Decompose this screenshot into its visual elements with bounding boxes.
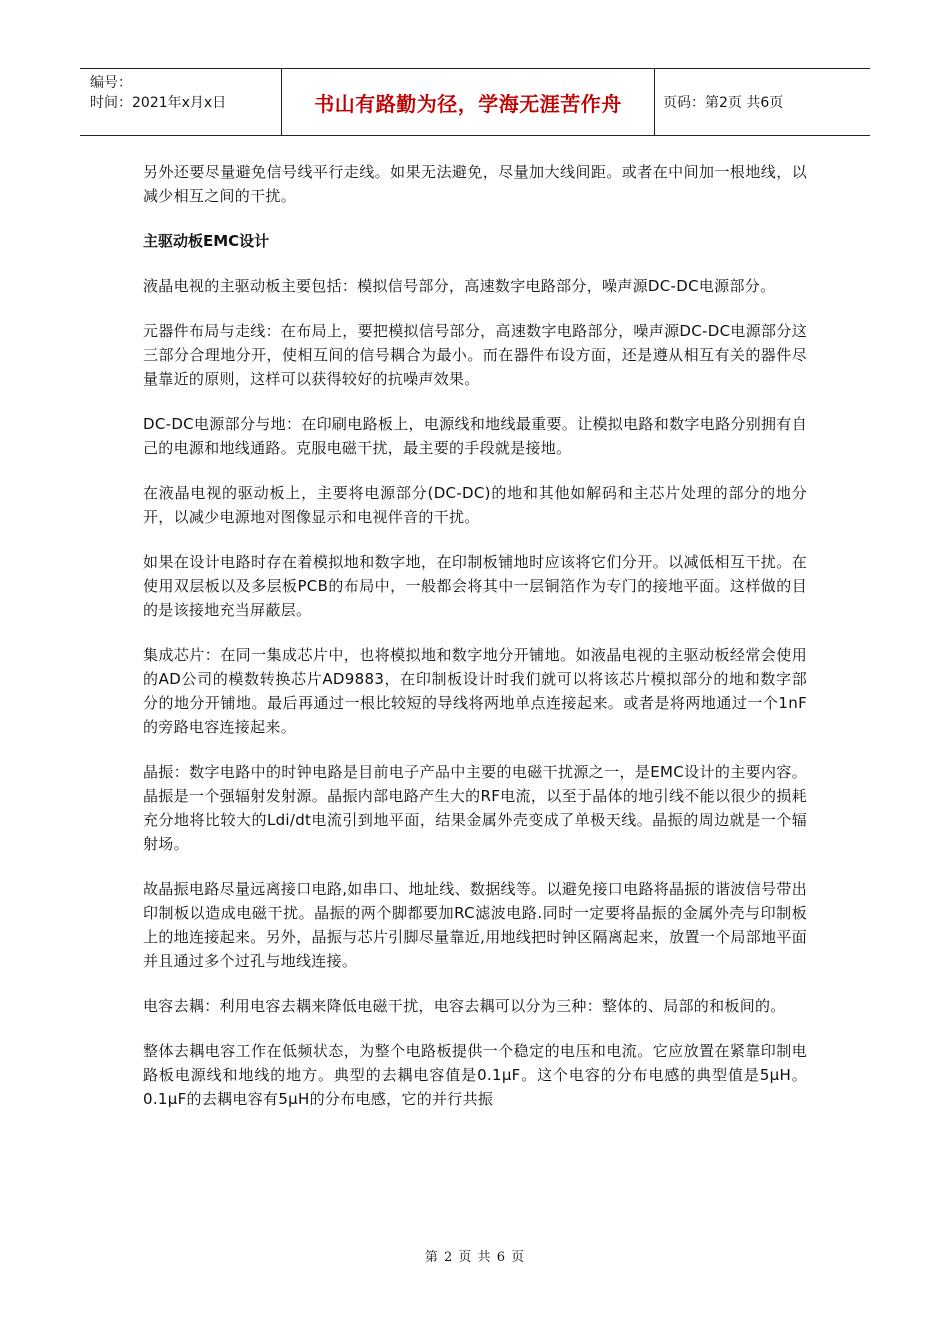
paragraph: 电容去耦：利用电容去耦来降低电磁干扰，电容去耦可以分为三种：整体的、局部的和板间的。	[143, 997, 786, 1015]
page-header	[80, 68, 870, 136]
paragraph: DC-DC电源部分与地：在印刷电路板上，电源线和地线最重要。让模拟电路和数字电路分别拥有自己的电源和地线通路。克服电磁干扰，最主要的手段就是接地。	[143, 415, 807, 457]
page-footer: 第 2 页 共 6 页	[424, 1250, 526, 1265]
document-time-label: 时间：2021年x月x日	[90, 95, 227, 111]
paragraph: 另外还要尽量避免信号线平行走线。如果无法避免，尽量加大线间距。或者在中间加一根地线，以减少相互之间的干扰。	[143, 163, 807, 205]
document-body	[143, 160, 807, 1132]
section-heading: 主驱动板EMC设计	[143, 232, 270, 250]
paragraph: 如果在设计电路时存在着模拟地和数字地，在印制板铺地时应该将它们分开。以减低相互干扰。在使用双层板以及多层板PCB的布局中，一般都会将其中一层铜箔作为专门的接地平面。这样做的目的是该接地充当屏蔽层。	[143, 553, 807, 619]
paragraph: 整体去耦电容工作在低频状态，为整个电路板提供一个稳定的电压和电流。它应放置在紧靠印制电路板电源线和地线的地方。典型的去耦电容值是0.1μF。这个电容的分布电感的典型值是5μH。0.1μF的去耦电容有5μH的分布电感，它的并行共振	[143, 1042, 807, 1108]
paragraph: 元器件布局与走线：在布局上，要把模拟信号部分，高速数字电路部分，噪声源DC-DC电源部分这三部分合理地分开，使相互间的信号耦合为最小。而在器件布设方面，还是遵从相互有关的器件尽量靠近的原则，这样可以获得较好的抗噪声效果。	[143, 322, 807, 388]
header-page-info: 页码：第2页 共6页	[663, 95, 784, 111]
paragraph: 集成芯片：在同一集成芯片中，也将模拟地和数字地分开铺地。如液晶电视的主驱动板经常会使用的AD公司的模数转换芯片AD9883，在印制板设计时我们就可以将该芯片模拟部分的地和数字部分的地分开铺地。最后再通过一根比较短的导线将两地单点连接起来。或者是将两地通过一个1nF的旁路电容连接起来。	[143, 646, 807, 736]
paragraph: 晶振：数字电路中的时钟电路是目前电子产品中主要的电磁干扰源之一，是EMC设计的主要内容。晶振是一个强辐射发射源。晶振内部电路产生大的RF电流，以至于晶体的地引线不能以很少的损耗充分地将比较大的Ldi/dt电流引到地平面，结果金属外壳变成了单极天线。晶振的周边就是一个辐射场。	[143, 763, 807, 853]
header-meta	[80, 69, 282, 135]
paragraph: 在液晶电视的驱动板上，主要将电源部分(DC-DC)的地和其他如解码和主芯片处理的部分的地分开，以减少电源地对图像显示和电视伴音的干扰。	[143, 484, 807, 526]
header-motto: 书山有路勤为径，学海无涯苦作舟	[282, 69, 655, 135]
paragraph: 故晶振电路尽量远离接口电路,如串口、地址线、数据线等。以避免接口电路将晶振的谐波信号带出印制板以造成电磁干扰。晶振的两个脚都要加RC滤波电路.同时一定要将晶振的金属外壳与印制板上的地连接起来。另外，晶振与芯片引脚尽量靠近,用地线把时钟区隔离起来，放置一个局部地平面并且通过多个过孔与地线连接。	[143, 880, 807, 970]
paragraph: 液晶电视的主驱动板主要包括：模拟信号部分，高速数字电路部分，噪声源DC-DC电源部分。	[143, 277, 776, 295]
document-number-label: 编号：	[90, 75, 132, 91]
